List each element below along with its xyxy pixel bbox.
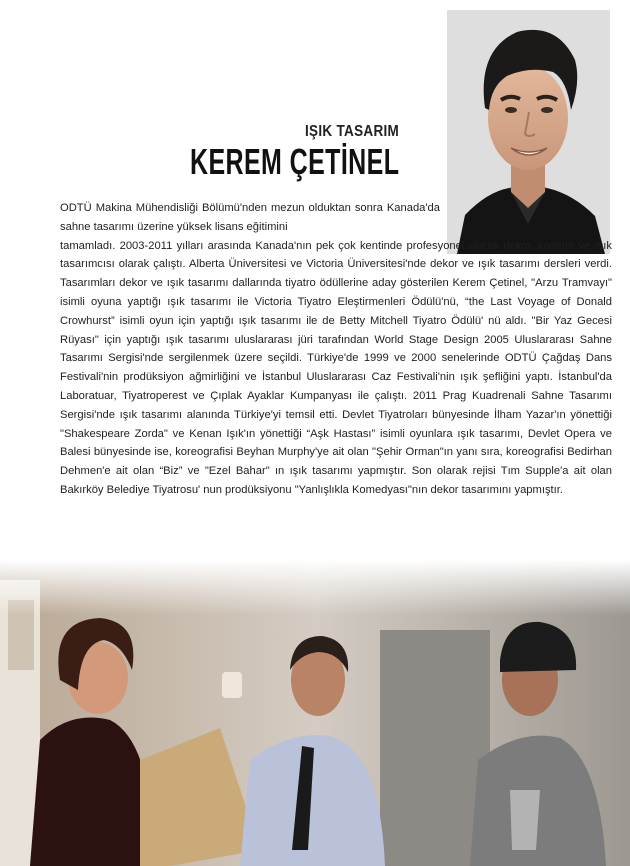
biography-text [60,199,612,500]
biography-body: tamamladı. 2003-2011 yılları arasında Kanada'nın pek çok kentinde profesyonel olarak dekor, kostüm ve ışık tasarımcısı olarak çalıştı. Alberta Üniversitesi ve Victoria Üniversitesi'nde dekor ve ışık tasarımı dersleri verdi. Tasarımları dekor ve ışık tasarımı dallarında tiyatro ödüllerine aday gösterilen Kerem Çetinel, "Arzu Tramvayı" isimli oyuna yaptığı ışık tasarımı ile Victoria Tiyatro Eleştirmenleri Ödülü'nü, “the Last Voyage of Donald Crowhurst” isimli oyun için yaptığı ışık tasarımı ile de Betty Mitchell Tiyatro Ödülü' nü aldı. "Bir Yaz Gecesi Rüyası" için yaptığı ışık tasarımı uluslararası jüri tarafından World Stage Design 2005 Uluslararası Sahne Tasarımı Sergisi'nde sergilenmek üzere seçildi. Türkiye'de 1999 ve 2000 senelerinde ODTÜ Çağdaş Dans Festivali'nin prodüksiyon ağmirliğini ve İstanbul Uluslararası Caz Festivali'nin ışık şefliğini yaptı. İstanbul'da Laboratuar, Tiyatroperest ve Çıplak Ayaklar Kumpanyası ile çalıştı. 2011 Prag Kuadrenali Sahne Tasarımı Sergisi'nde ışık tasarımı alanında Türkiye'yi temsil etti. Devlet Tiyatroları bünyesinde İlham Yazar'ın yönettiği "Shakespeare Zorda" ve Kenan Işık'ın yönettiği “Aşk Hastası” isimli oyunlara ışık tasarımı, Devlet Opera ve Balesi bünyesinde ise, koreografisi Beyhan Murphy'ye ait olan "Şehir Orman"ın yanı sıra, koreografisi Bedirhan Dehmen'e ait olan “Biz” ve "Ezel Bahar" ın ışık tasarımı yapmıştır. Son olarak rejisi Tım Supple'a ait olan Bakırköy Belediye Tiyatrosu' nun prodüksiyonu "Yanlışlıkla Komedyası"nın dekor tasarımını yapmıştır. [60,239,612,496]
person-name: KEREM ÇETİNEL [190,142,400,183]
stage-photo [0,560,630,866]
biography-intro: ODTÜ Makina Mühendisliği Bölümü'nden mezun olduktan sonra Kanada'da sahne tasarımı üzerine yüksek lisans eğitimini [60,202,440,233]
role-title: IŞIK TASARIM [305,122,400,140]
